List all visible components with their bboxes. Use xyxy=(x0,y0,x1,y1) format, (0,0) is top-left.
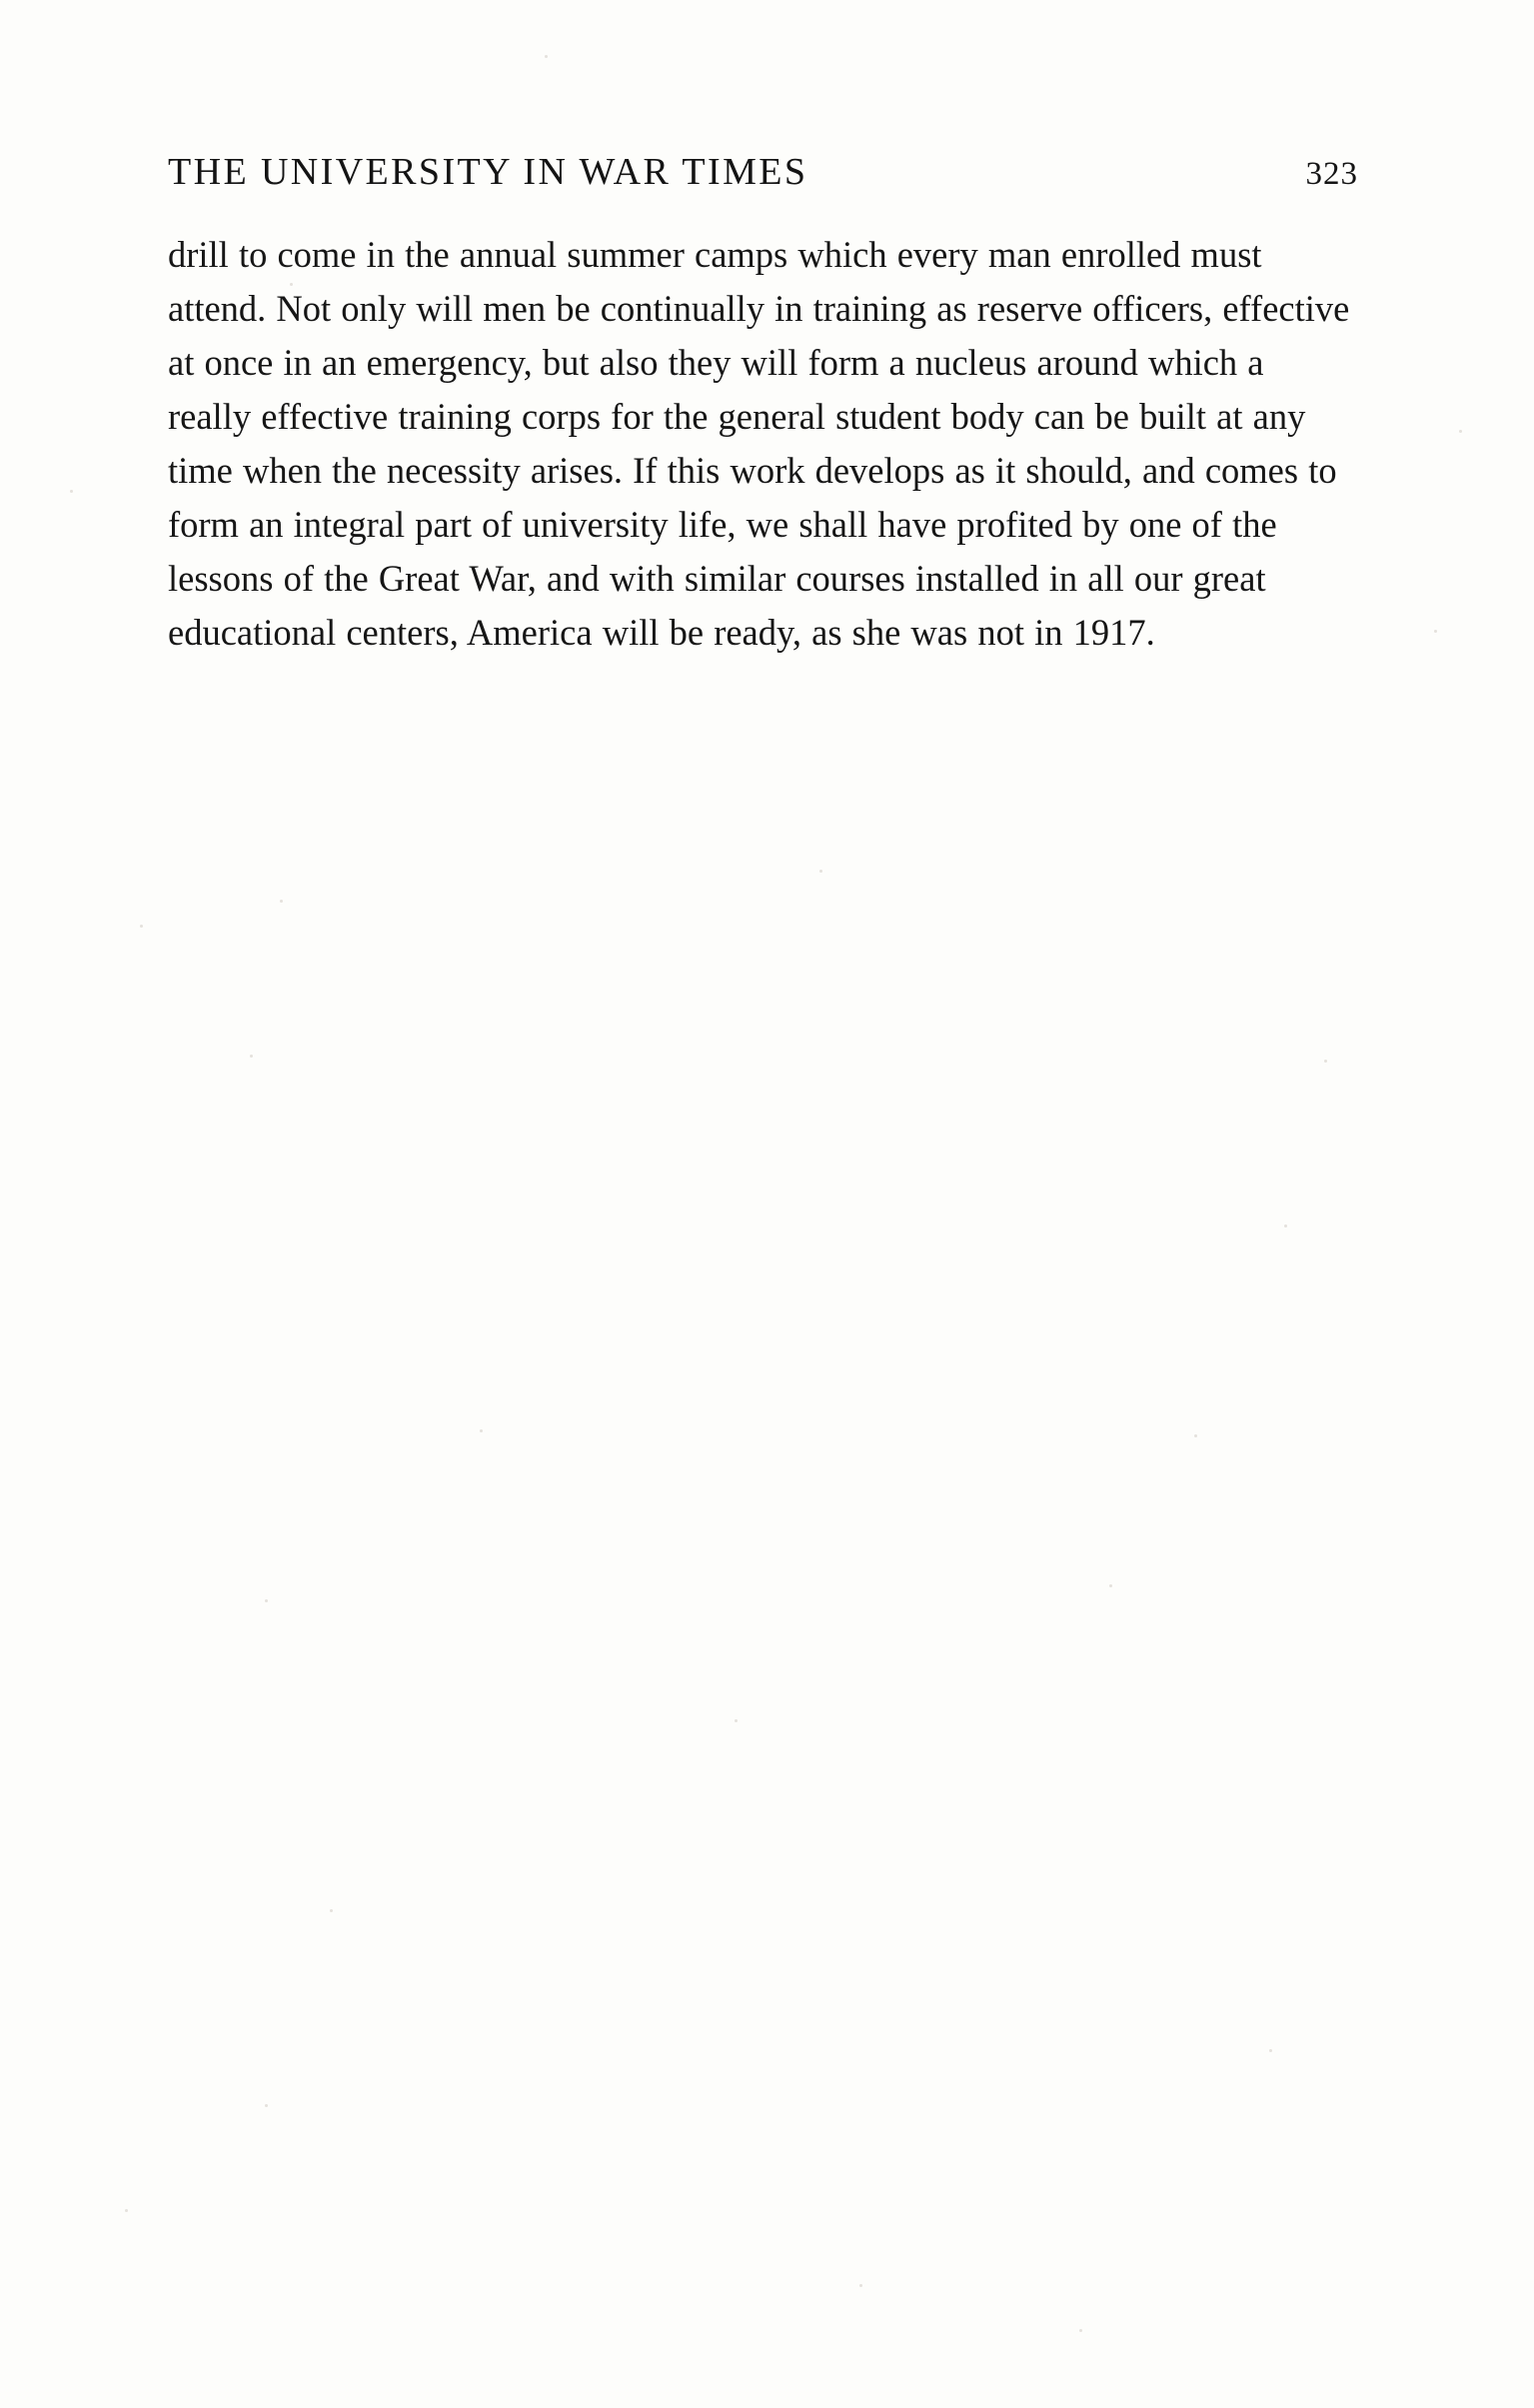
page-speckle xyxy=(545,55,548,58)
page-speckle xyxy=(819,870,822,873)
page-speckle xyxy=(735,1719,738,1722)
page-speckle xyxy=(859,2284,862,2287)
page-speckle xyxy=(125,2209,128,2212)
page-speckle xyxy=(1459,430,1462,433)
page-speckle xyxy=(1324,1060,1327,1063)
page-speckle xyxy=(250,1055,253,1058)
page-speckle xyxy=(1109,1584,1112,1587)
page-speckle xyxy=(1194,1434,1197,1437)
body-text xyxy=(168,228,1355,660)
page-speckle xyxy=(330,1909,333,1912)
page-speckle xyxy=(1284,1224,1287,1227)
page-speckle xyxy=(265,1599,268,1602)
page-speckle xyxy=(1079,2329,1082,2332)
running-head xyxy=(168,150,1366,194)
paragraph: drill to come in the annual summer camps which every man enrolled must attend. Not only will men be continually in training as reserve officers, effective at once in an emergency, but also they will form a nucleus around which a really effective training corps for the general student body can be built at any time when the necessity arises. If this work develops as it should, and comes to form an integral part of university life, we shall have profited by one of the lessons of the Great War, and with similar courses installed in all our great educational centers, America will be ready, as she was not in 1917. xyxy=(168,234,1350,653)
page-speckle xyxy=(1269,2049,1272,2052)
running-head-title: THE UNIVERSITY IN WAR TIMES xyxy=(168,151,808,193)
page-speckle xyxy=(265,2104,268,2107)
page-speckle xyxy=(140,925,143,928)
page-speckle xyxy=(280,900,283,903)
page-speckle xyxy=(1434,630,1437,633)
page-speckle xyxy=(70,490,73,493)
page-number: 323 xyxy=(1305,156,1358,192)
page-speckle xyxy=(480,1429,483,1432)
